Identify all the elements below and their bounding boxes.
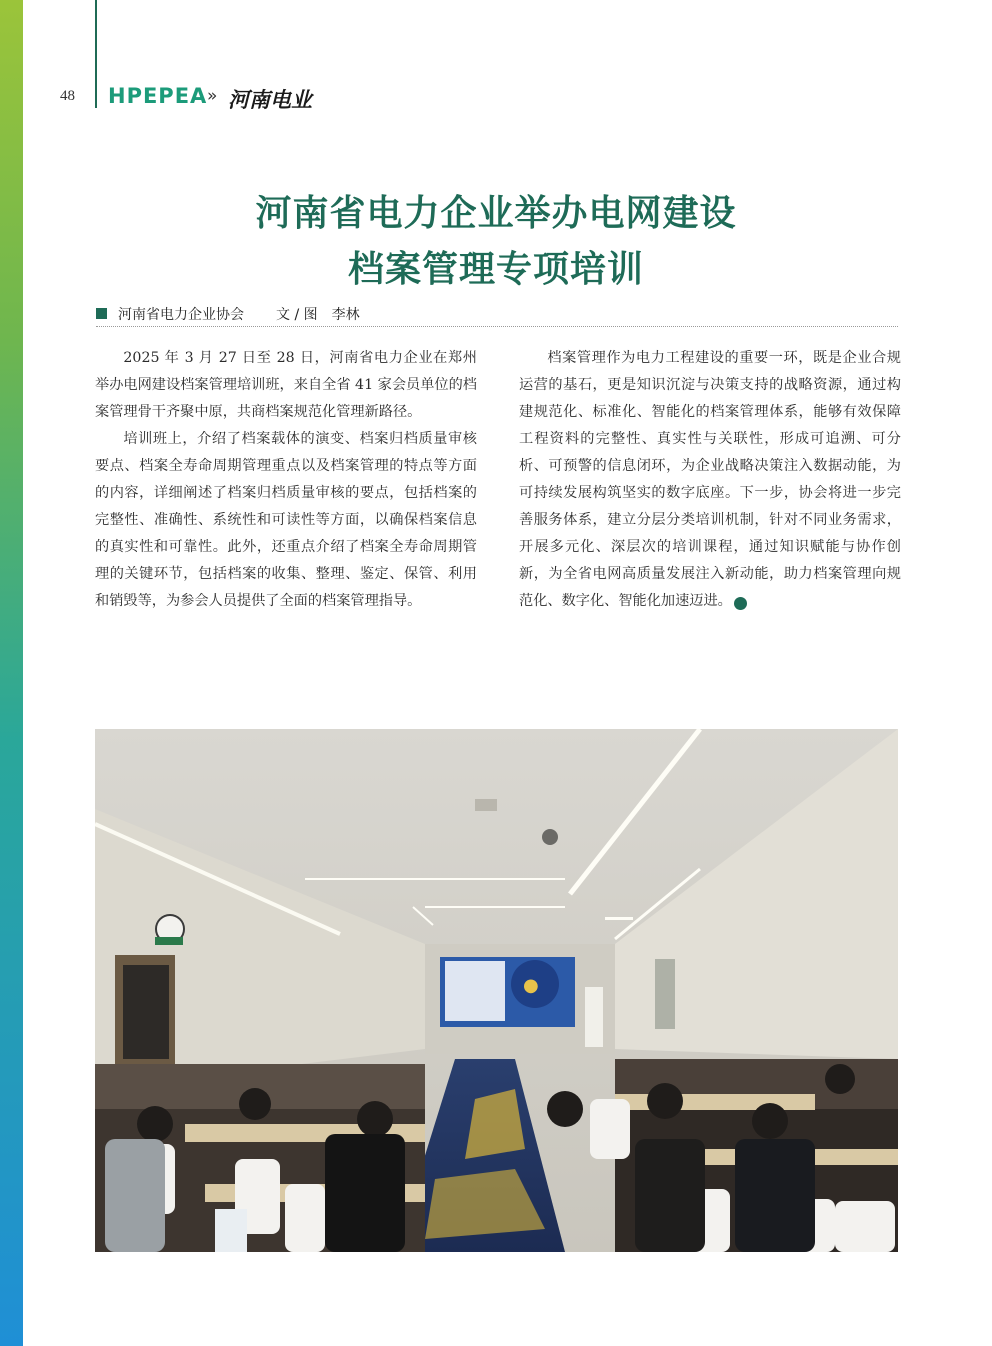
header-vertical-rule	[95, 0, 97, 108]
brand-logo-chinese: 河南电业	[228, 87, 312, 112]
byline-credit: 文 / 图 李林	[276, 307, 360, 323]
brand-separator: »	[207, 86, 218, 106]
article-byline	[96, 304, 896, 326]
paragraph: 培训班上，介绍了档案载体的演变、档案归档质量审核要点、档案全寿命周期管理重点以及档案管理的特点等方面的内容，详细阐述了档案归档质量审核的要点，包括档案的完整性、准确性、系统性和可读性等方面，以确保档案信息的真实性和可靠性。此外，还重点介绍了档案全寿命周期管理的关键环节，包括档案的收集、整理、鉴定、保管、利用和销毁等，为参会人员提供了全面的档案管理指导。	[95, 431, 477, 609]
page-number: 48	[60, 88, 75, 104]
paragraph: 2025 年 3 月 27 日至 28 日，河南省电力企业在郑州举办电网建设档案管理培训班，来自全省 41 家会员单位的档案管理骨干齐聚中原，共商档案规范化管理新路径。	[95, 350, 477, 420]
article-column-left	[95, 345, 477, 615]
paragraph: 档案管理作为电力工程建设的重要一环，既是企业合规运营的基石，更是知识沉淀与决策支持的战略资源，通过构建规范化、标准化、智能化的档案管理体系，能够有效保障工程资料的完整性、真实性与关联性，形成可追溯、可分析、可预警的信息闭环，为企业战略决策注入数据动能，为可持续发展构筑坚实的数字底座。下一步，协会将进一步完善服务体系，建立分层分类培训机制，针对不同业务需求，开展多元化、深层次的培训课程，通过知识赋能与协作创新，为全省电网高质量发展注入新动能，助力档案管理向规范化、数字化、智能化加速迈进。	[519, 350, 901, 609]
byline-square-icon	[96, 308, 107, 319]
byline-divider	[96, 326, 898, 327]
svg-text:●: ●	[523, 975, 539, 996]
paragraph-with-end-mark	[519, 345, 901, 615]
training-session-photo	[95, 729, 898, 1252]
article-title-line-2: 档案管理专项培训	[347, 249, 644, 290]
article-title-line-1: 河南省电力企业举办电网建设	[255, 193, 737, 234]
brand-logo-latin: HPEPEA	[108, 84, 208, 108]
publication-end-mark-icon: ●	[734, 597, 747, 610]
side-gradient-bar	[0, 0, 23, 1346]
byline-organization: 河南省电力企业协会	[118, 307, 244, 323]
article-column-right	[519, 345, 901, 615]
